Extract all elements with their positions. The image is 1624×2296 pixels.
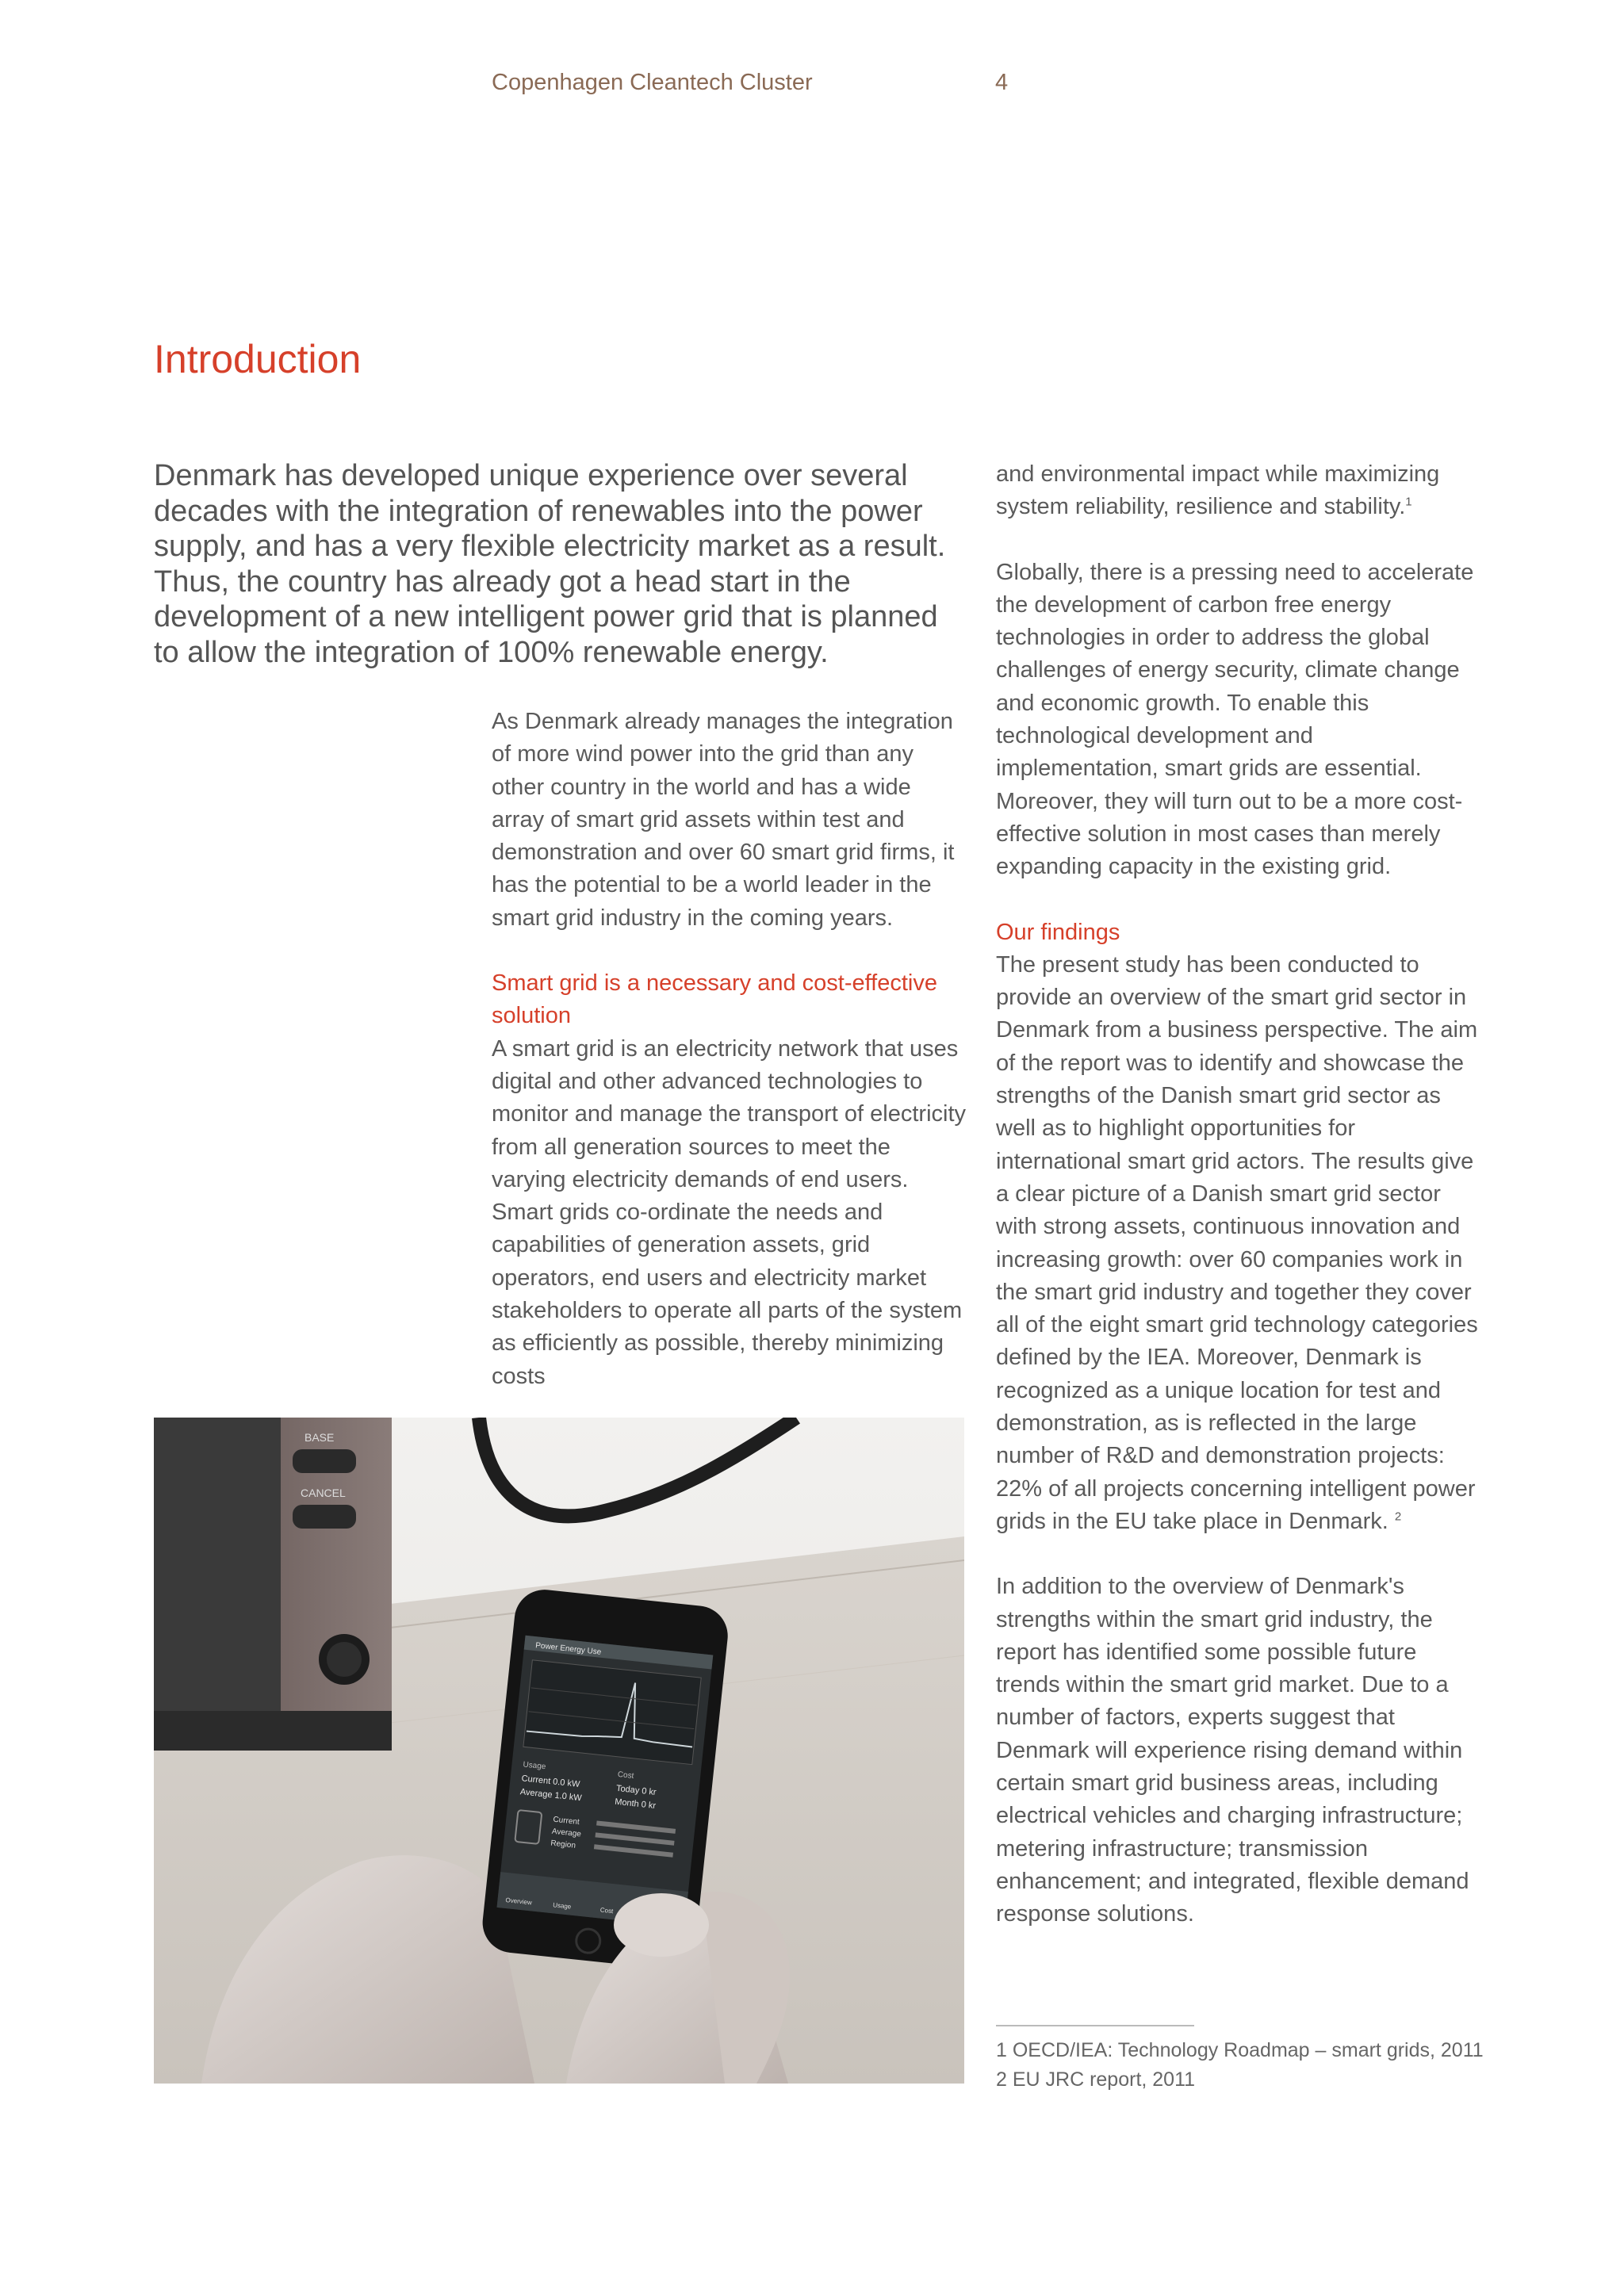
subheading-smart-grid: Smart grid is a necessary and cost-effective solution [492,970,937,1029]
right-column [996,458,1480,1931]
average-usage: Average 1.0 kW [519,1787,583,1804]
running-header-source: Copenhagen Cleantech Cluster [492,70,813,95]
compare-label: Average [551,1827,582,1839]
subheading-our-findings: Our findings [996,919,1120,945]
middle-column [492,706,967,1393]
lead-paragraph: Denmark has developed unique experience over several decades with the integration of renewables into the power supply, and has a very flexible electricity market as a result. Thus, the country has already got a head start in the development of a new intelligent power grid that is planned to allow the integration of 100% renewable energy. [154,459,946,669]
app-tab: Cost [599,1906,614,1915]
compare-label: Region [550,1839,576,1850]
current-usage: Current 0.0 kW [521,1774,580,1789]
usage-label: Usage [522,1760,546,1772]
footnotes [996,2036,1484,2095]
app-tab: Usage [552,1901,572,1911]
section-title: Introduction [154,337,362,381]
device-button-label: CANCEL [301,1487,346,1499]
paragraph: A smart grid is an electricity network that uses digital and other advanced technologies to monitor and manage the transport of electricity from all generation sources to meet the varying electricity demands of end users. Smart grids co-ordinate the needs and capabilities of generation assets, grid operators, end users and electricity market stakeholders to operate all parts of the system as efficiently as possible, thereby minimizing costs [492,1035,967,1389]
device-button-label: BASE [304,1431,335,1444]
paragraph: The present study has been conducted to provide an overview of the smart grid sector in Denmark from a business perspective. The aim of the report was to identify and showcase the strengths of the Danish smart grid sector as well as to highlight opportunities for international smart grid actors. The results give a clear picture of a Danish smart grid sector with strong assets, continuous innovation and increasing growth: over 60 companies work in the smart grid industry and together they cover all of the eight smart grid technology categories defined by the IEA. Moreover, Denmark is recognized as a unique location for test and demonstration, as is reflected in the large number of R&D and demonstration projects: 22% of all projects concerning intelligent power grids in the EU take place in Denmark. $^2$ [996,951,1478,1534]
app-header: Power Energy Use [534,1641,602,1657]
paragraph: Globally, there is a pressing need to accelerate the development of carbon free energy technologies in order to address the global challenges of energy security, climate change and economic growth. To enable this technological development and implementation, smart grids are essential. Moreover, they will turn out to be a more cost-effective solution in most cases than merely expanding capacity in the existing grid. [996,559,1474,880]
paragraph: As Denmark already manages the integration of more wind power into the grid than any other country in the world and has a wide array of smart grid assets within test and demonstration and over 60 smart grid firms, it has the potential to be a world leader in the smart grid industry in the coming years. [492,709,955,931]
paragraph: and environmental impact while maximizing system reliability, resilience and stability.$^1$ [996,461,1440,520]
footnote-ref: 1 [1405,495,1412,509]
footnote: 1 OECD/IEA: Technology Roadmap – smart grids, 2011 [996,2039,1484,2061]
cost-today: Today 0 kr [615,1783,657,1798]
app-tab: Overview [505,1896,533,1907]
footnote-divider [996,2025,1194,2026]
compare-label: Current [552,1815,580,1827]
smartphone-photo [154,1418,964,2084]
paragraph: In addition to the overview of Denmark's strengths within the smart grid industry, the report has identified some possible future trends within the smart grid market. Due to a number of factors, experts suggest that Denmark will experience rising demand within certain smart grid business areas, including electrical vehicles and charging infrastructure; metering infrastructure; transmission enhancement; and integrated, flexible demand response solutions. [996,1574,1469,1927]
cost-label: Cost [617,1770,634,1781]
cost-month: Month 0 kr [614,1797,657,1812]
footnote: 2 EU JRC report, 2011 [996,2068,1196,2091]
footnote-ref: 2 [1394,1510,1402,1524]
page-number: 4 [995,70,1009,95]
